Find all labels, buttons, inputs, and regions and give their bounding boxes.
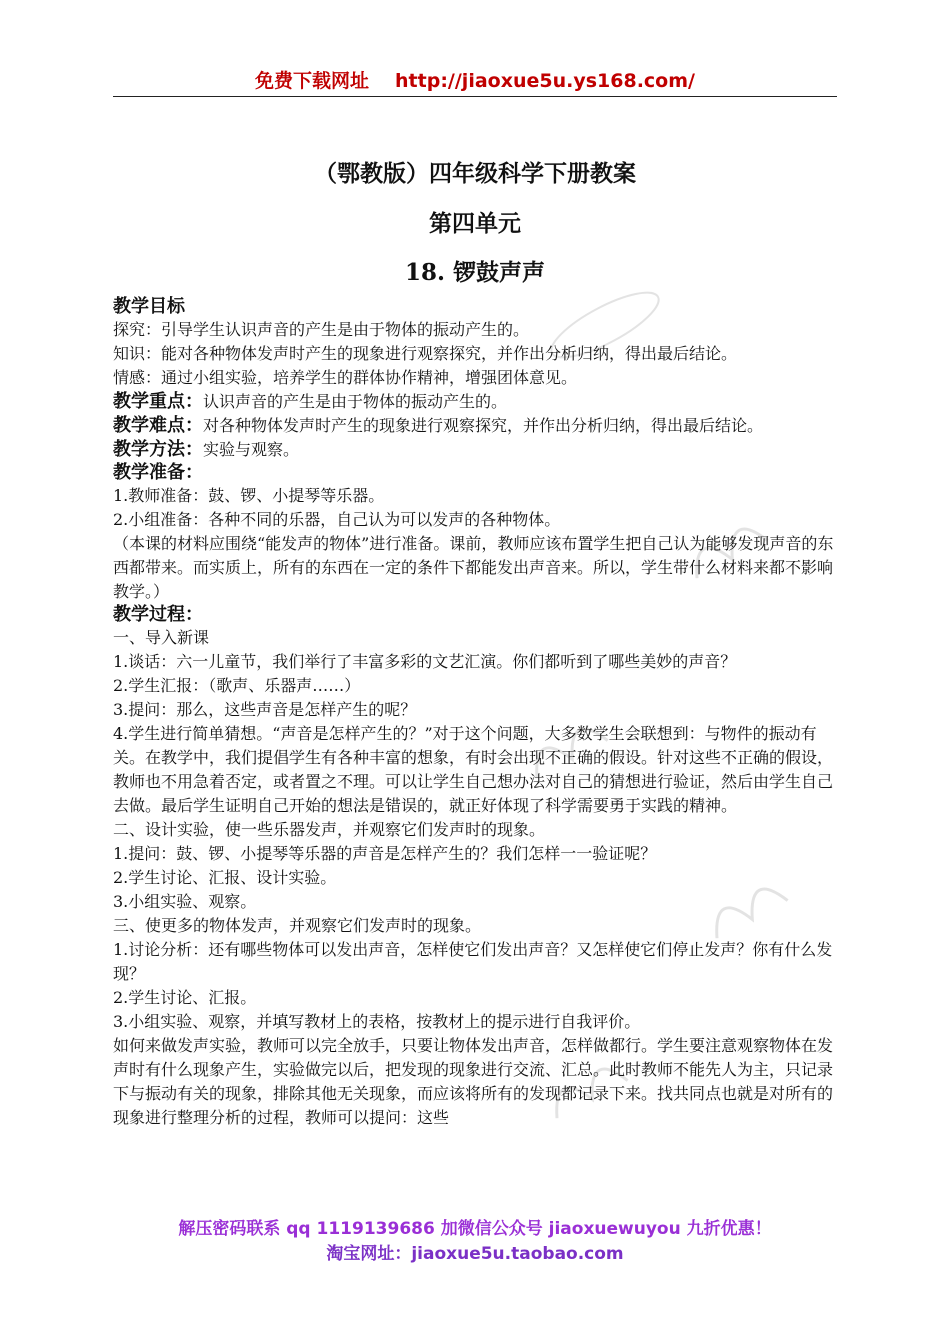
header-divider	[113, 96, 837, 97]
section-title: 三、使更多的物体发声，并观察它们发声时的现象。	[113, 916, 482, 935]
step-item: 1.讨论分析：还有哪些物体可以发出声音，怎样使它们发出声音？又怎样使它们停止发声？你有什么发现？	[113, 940, 833, 983]
goal-item: 情感：通过小组实验，培养学生的群体协作精神，增强团体意见。	[113, 368, 578, 387]
step-item: 2.学生讨论、汇报。	[113, 988, 257, 1007]
prep-item: 1.教师准备：鼓、锣、小提琴等乐器。	[113, 486, 385, 505]
section-title: 二、设计实验，使一些乐器发声，并观察它们发声时的现象。	[113, 820, 546, 839]
download-label: 免费下载网址	[255, 70, 370, 92]
goals-heading: 教学目标	[113, 296, 185, 317]
step-item: 2.学生汇报：（歌声、乐器声……）	[113, 676, 361, 695]
unit-title: 第四单元	[429, 210, 521, 237]
key-point-text: 认识声音的产生是由于物体的振动产生的。	[203, 392, 508, 411]
step-item: 3.小组实验、观察。	[113, 892, 257, 911]
step-item: 3.小组实验、观察，并填写教材上的表格，按教材上的提示进行自我评价。	[113, 1012, 641, 1031]
step-item: 3.提问：那么，这些声音是怎样产生的呢？	[113, 700, 417, 719]
goal-item: 探究：引导学生认识声音的产生是由于物体的振动产生的。	[113, 320, 530, 339]
shop-url-link[interactable]: 淘宝网址：jiaoxue5u.taobao.com	[326, 1244, 624, 1264]
key-point-label: 教学重点：	[113, 391, 203, 412]
step-note: 如何来做发声实验，教师可以完全放手，只要让物体发出声音，怎样做都行。学生要注意观察物体在发声时有什么现象产生，实验做完以后，把发现的现象进行交流、汇总。此时教师不能先人为主，只记录下与振动有关的现象，排除其他无关现象，而应该将所有的发现都记录下来。找共同点也就是对所有的现象进行整理分析的过程，教师可以提问：这些	[113, 1036, 834, 1127]
section-title: 一、导入新课	[113, 628, 210, 647]
key-point	[113, 390, 839, 414]
lesson-title: 18. 锣鼓声声	[404, 259, 546, 286]
prep-note: （本课的材料应围绕“能发声的物体”进行准备。课前，教师应该布置学生把自己认为能够发现声音的东西都带来。而实质上，所有的东西在一定的条件下都能发出声音来。所以，学生带什么材料来都不影响教学。）	[113, 534, 834, 601]
process-heading: 教学过程：	[113, 604, 203, 625]
difficulty-point	[113, 414, 839, 438]
difficulty-text: 对各种物体发声时产生的现象进行观察探究，并作出分析归纳，得出最后结论。	[203, 416, 764, 435]
step-item: 4.学生进行简单猜想。“声音是怎样产生的？”对于这个问题，大多数学生会联想到：与物件的振动有关。在教学中，我们提倡学生有各种丰富的想象，有时会出现不正确的假设。针对这些不正确的假设，教师也不用急着否定，或者置之不理。可以让学生自己想办法对自己的猜想进行验证，然后由学生自己去做。最后学生证明自己开始的想法是错误的，就正好体现了科学需要勇于实践的精神。	[113, 724, 834, 815]
prep-item: 2.小组准备：各种不同的乐器，自己认为可以发声的各种物体。	[113, 510, 561, 529]
goal-item: 知识：能对各种物体发声时产生的现象进行观察探究，并作出分析归纳，得出最后结论。	[113, 344, 738, 363]
difficulty-label: 教学难点：	[113, 415, 203, 436]
teaching-method	[113, 438, 839, 462]
step-item: 1.提问：鼓、锣、小提琴等乐器的声音是怎样产生的？我们怎样一一验证呢？	[113, 844, 657, 863]
contact-footer: 解压密码联系 qq 1119139686 加微信公众号 jiaoxuewuyou 九折优惠！	[178, 1219, 772, 1239]
step-item: 2.学生讨论、汇报、设计实验。	[113, 868, 337, 887]
document-title: （鄂教版）四年级科学下册教案	[314, 160, 636, 187]
lesson-body	[113, 296, 839, 1130]
method-text: 实验与观察。	[203, 440, 300, 459]
step-item: 1.谈话：六一儿童节，我们举行了丰富多彩的文艺汇演。你们都听到了哪些美妙的声音？	[113, 652, 737, 671]
download-url-link[interactable]: http://jiaoxue5u.ys168.com/	[395, 70, 695, 92]
method-label: 教学方法：	[113, 439, 203, 460]
prep-heading: 教学准备：	[113, 462, 203, 483]
download-header	[113, 66, 837, 93]
